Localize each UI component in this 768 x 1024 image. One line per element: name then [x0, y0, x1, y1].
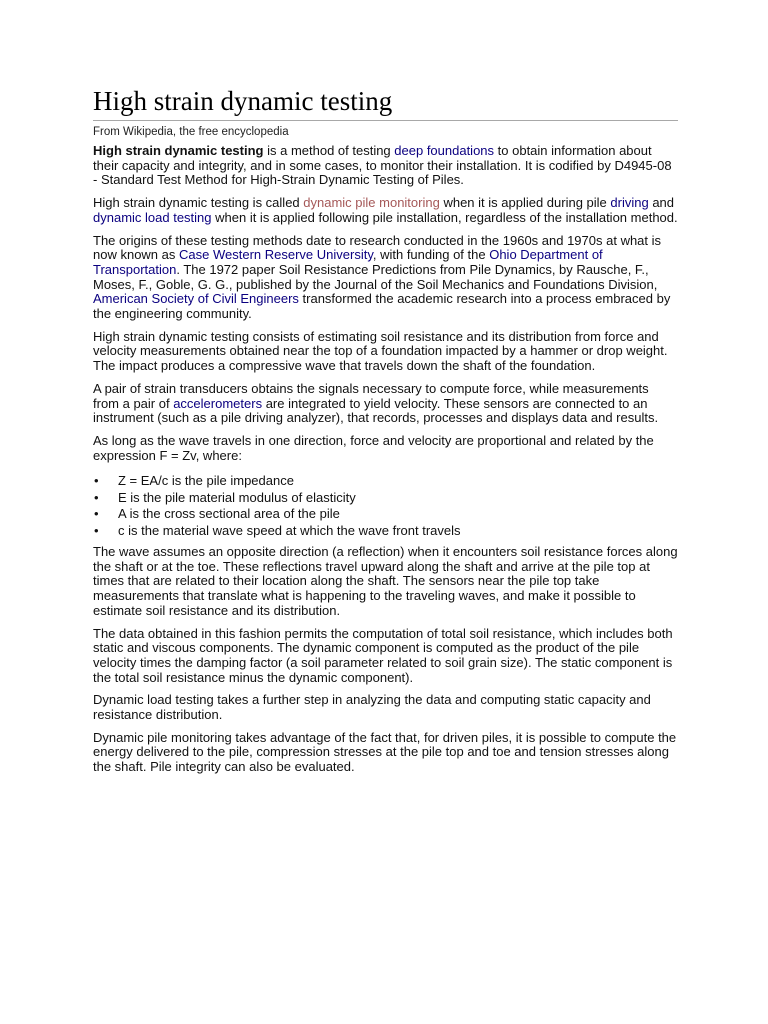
paragraph-method: High strain dynamic testing consists of estimating soil resistance and its distribution from force and velocity measurements obtained near the top of a foundation impacted by a hammer or drop weight. The impact produces a compressive wave that travels down the shaft of the foundation.: [93, 328, 668, 374]
list-item: [93, 506, 678, 522]
p2-text-1: High strain dynamic testing is called: [93, 195, 304, 211]
bullet-icon: •: [94, 473, 99, 489]
page-title: High strain dynamic testing: [93, 84, 678, 121]
link-asce[interactable]: American Society of Civil Engineers: [93, 291, 299, 307]
article: [93, 84, 678, 783]
p5-text-1: A pair of strain transducers obtains the signals necessary to compute force, while measurements from a pair of: [93, 380, 649, 411]
p2-text-4: when it is applied following pile installation, regardless of the installation method.: [211, 209, 678, 225]
p2-text-2: when it is applied during pile: [439, 195, 611, 211]
bullet-icon: •: [94, 506, 99, 522]
link-dynamic-load-testing[interactable]: dynamic load testing: [93, 209, 212, 225]
list-item-text: A is the cross sectional area of the pile: [118, 506, 340, 522]
bullet-icon: •: [94, 522, 99, 538]
link-ohio-dot[interactable]: Ohio Department of Transportation: [93, 247, 603, 277]
link-accelerometers[interactable]: accelerometers: [173, 395, 263, 411]
paragraph-load-testing: Dynamic load testing takes a further step in analyzing the data and computing static capacity and resistance distribution.: [93, 692, 651, 723]
list-item-text: c is the material wave speed at which the wave front travels: [118, 522, 461, 538]
lead-term: High strain dynamic testing: [93, 143, 264, 158]
paragraph-origins: [93, 234, 678, 322]
paragraph-naming: [93, 196, 678, 225]
p3-text-1: The origins of these testing methods date to research conducted in the 1960s and 1970s at what is now known as: [93, 232, 662, 263]
p5-text-2: are integrated to yield velocity. These sensors are connected to an instrument (such as a pile driving analyzer), that records, processes and displays data and results.: [93, 395, 659, 426]
paragraph-reflection: The wave assumes an opposite direction (a reflection) when it encounters soil resistance forces along the shaft or at the toe. These reflections travel upward along the shaft and arrive at the pile top at times that are related to their location along the shaft. The sensors near the pile top take measurements that translate what is happening to the traveling waves, and make it possible to estimate soil resistance and its distribution.: [93, 543, 678, 618]
definitions-list: [93, 473, 678, 539]
link-driving[interactable]: driving: [610, 195, 649, 211]
p3-text-3: . The 1972 paper Soil Resistance Predictions from Pile Dynamics, by Rausche, F., Moses, F., Goble, G. G., published by the Journal of the Soil Mechanics and Foundations Division,: [93, 261, 658, 292]
list-item-text: Z = EA/c is the pile impedance: [118, 473, 294, 489]
list-item: [93, 473, 678, 489]
p3-text-2: , with funding of the: [372, 247, 490, 263]
link-case-western[interactable]: Case Western Reserve University: [179, 247, 373, 263]
paragraph-resistance: The data obtained in this fashion permits the computation of total soil resistance, which includes both static and viscous components. The dynamic component is computed as the product of the pile velocity times the damping factor (a soil parameter related to soil grain size). The static component is the total soil resistance minus the dynamic component).: [93, 625, 673, 685]
paragraph-expression: As long as the wave travels in one direction, force and velocity are proportional and related by the expression F = Zv, where:: [93, 432, 654, 463]
link-dynamic-pile-monitoring[interactable]: dynamic pile monitoring: [303, 195, 440, 211]
p1-text-1: is a method of testing: [263, 143, 395, 158]
paragraph-sensors: [93, 382, 678, 426]
link-deep-foundations[interactable]: deep foundations: [394, 143, 495, 158]
list-item-text: E is the pile material modulus of elasticity: [118, 489, 356, 505]
p1-text-2: to obtain information about their capacity and integrity, and in some cases, to monitor their installation. It is codified by D4945-08 - Standard Test Method for High-Strain Dynamic Testing of Piles.: [93, 143, 672, 188]
list-item: [93, 523, 678, 539]
p3-text-4: transformed the academic research into a process embraced by the engineering community.: [93, 291, 671, 322]
bullet-icon: •: [94, 489, 99, 505]
article-subtitle: From Wikipedia, the free encyclopedia: [93, 126, 289, 138]
paragraph-monitoring: Dynamic pile monitoring takes advantage of the fact that, for driven piles, it is possible to compute the energy delivered to the pile, compression stresses at the pile top and toe and tension stresses along the shaft. Pile integrity can also be evaluated.: [93, 729, 677, 775]
list-item: [93, 490, 678, 506]
p2-text-3: and: [648, 195, 675, 211]
paragraph-intro: [93, 144, 678, 188]
